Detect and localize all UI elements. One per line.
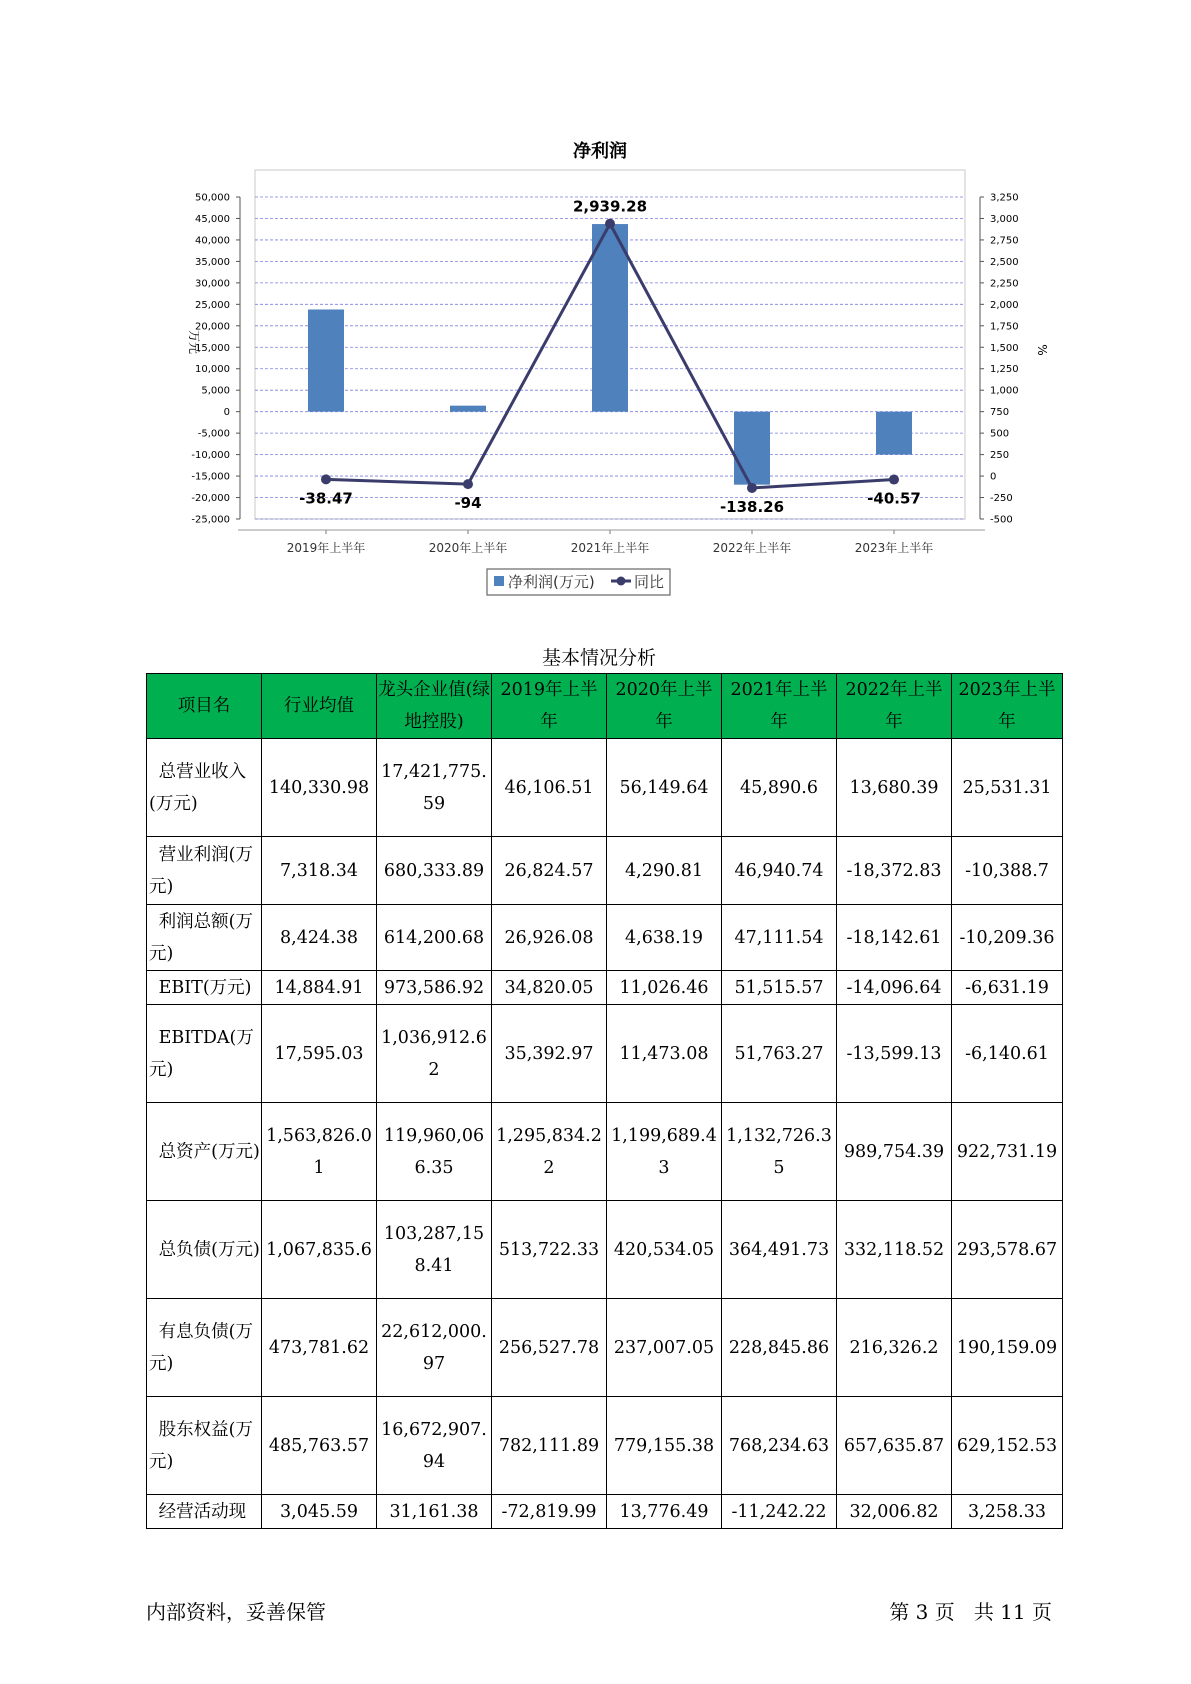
y-tick-label: 35,000 — [195, 256, 230, 268]
bar — [734, 412, 770, 485]
chart-canvas — [150, 130, 1050, 600]
table-cell: 332,118.52 — [837, 1201, 952, 1299]
table-cell: 26,926.08 — [492, 905, 607, 971]
table-header-cell: 2022年上半年 — [837, 674, 952, 739]
table-cell: 31,161.38 — [377, 1495, 492, 1529]
table-row — [147, 1103, 1063, 1201]
x-tick-label: 2022年上半年 — [712, 541, 792, 555]
table-cell: 11,026.46 — [607, 971, 722, 1005]
y2-tick-label: 1,000 — [990, 385, 1019, 397]
x-tick-label: 2019年上半年 — [286, 541, 366, 555]
table-cell: 1,563,826.01 — [262, 1103, 377, 1201]
y-axis-label: 万元 — [187, 329, 201, 355]
table-cell: 657,635.87 — [837, 1397, 952, 1495]
basic-analysis-table — [146, 673, 1063, 1529]
y-tick-label: 20,000 — [195, 321, 230, 333]
table-cell: 364,491.73 — [722, 1201, 837, 1299]
table-cell: 4,290.81 — [607, 837, 722, 905]
x-tick-label: 2021年上半年 — [570, 541, 650, 555]
table-cell: 768,234.63 — [722, 1397, 837, 1495]
table-cell: 216,326.2 — [837, 1299, 952, 1397]
y-tick-label: 15,000 — [195, 342, 230, 354]
table-cell: 779,155.38 — [607, 1397, 722, 1495]
data-label: -94 — [454, 494, 482, 513]
y2-tick-label: 3,000 — [990, 213, 1019, 225]
row-label-cell: EBIT(万元) — [147, 971, 262, 1005]
y2-tick-label: 500 — [990, 428, 1010, 440]
line-point — [605, 219, 615, 229]
table-cell: 47,111.54 — [722, 905, 837, 971]
y2-tick-label: -250 — [990, 493, 1013, 505]
table-cell: -11,242.22 — [722, 1495, 837, 1529]
table-cell: 1,295,834.22 — [492, 1103, 607, 1201]
y2-tick-label: 1,500 — [990, 342, 1019, 354]
data-label: 2,939.28 — [572, 197, 648, 216]
y-tick-label: -5,000 — [197, 428, 230, 440]
table-cell: -18,372.83 — [837, 837, 952, 905]
y2-tick-label: 2,000 — [990, 299, 1019, 311]
y-tick-label: 0 — [223, 407, 230, 419]
table-cell: 45,890.6 — [722, 739, 837, 837]
legend-bar-swatch — [494, 576, 504, 586]
table-cell: 1,132,726.35 — [722, 1103, 837, 1201]
line-point — [321, 474, 331, 484]
y2-tick-label: 2,500 — [990, 256, 1019, 268]
y2-tick-label: 2,250 — [990, 278, 1019, 290]
table-row — [147, 739, 1063, 837]
table-cell: 11,473.08 — [607, 1005, 722, 1103]
line-point — [747, 483, 757, 493]
y-tick-label: -15,000 — [191, 471, 230, 483]
table-cell: 46,940.74 — [722, 837, 837, 905]
table-cell: 56,149.64 — [607, 739, 722, 837]
table-cell: 190,159.09 — [952, 1299, 1063, 1397]
footer-page-number: 第 3 页 共 11 页 — [889, 1600, 1052, 1624]
y-tick-label: 5,000 — [201, 385, 230, 397]
table-cell: 4,638.19 — [607, 905, 722, 971]
table-cell: 989,754.39 — [837, 1103, 952, 1201]
table-cell: 485,763.57 — [262, 1397, 377, 1495]
bar — [450, 406, 486, 412]
table-cell: 513,722.33 — [492, 1201, 607, 1299]
y2-tick-label: 2,750 — [990, 235, 1019, 247]
table-cell: 17,595.03 — [262, 1005, 377, 1103]
table-cell: 1,036,912.62 — [377, 1005, 492, 1103]
table-cell: 8,424.38 — [262, 905, 377, 971]
net-profit-chart — [150, 130, 1050, 600]
y-tick-label: -10,000 — [191, 450, 230, 462]
legend-bar-label: 净利润(万元) — [508, 573, 595, 591]
table-cell: 103,287,158.41 — [377, 1201, 492, 1299]
table-cell: -10,209.36 — [952, 905, 1063, 971]
table-cell: 46,106.51 — [492, 739, 607, 837]
y-tick-label: 10,000 — [195, 364, 230, 376]
table-cell: 256,527.78 — [492, 1299, 607, 1397]
table-cell: -6,631.19 — [952, 971, 1063, 1005]
chart-title: 净利润 — [573, 141, 627, 162]
table-header-cell: 项目名 — [147, 674, 262, 739]
row-label-cell: 股东权益(万元) — [147, 1397, 262, 1495]
y2-axis-label: % — [1035, 344, 1049, 356]
table-header-cell: 2020年上半年 — [607, 674, 722, 739]
table-cell: 51,515.57 — [722, 971, 837, 1005]
table-row — [147, 1201, 1063, 1299]
table-cell: 237,007.05 — [607, 1299, 722, 1397]
y2-tick-label: 3,250 — [990, 192, 1019, 204]
row-label-cell: 总资产(万元) — [147, 1103, 262, 1201]
table-cell: 13,680.39 — [837, 739, 952, 837]
table-cell: 680,333.89 — [377, 837, 492, 905]
y-tick-label: 25,000 — [195, 299, 230, 311]
row-label-cell: 营业利润(万元) — [147, 837, 262, 905]
table-cell: 17,421,775.59 — [377, 739, 492, 837]
y2-tick-label: -500 — [990, 514, 1013, 526]
legend-line-label: 同比 — [634, 573, 665, 591]
y-tick-label: 30,000 — [195, 278, 230, 290]
table-cell: -6,140.61 — [952, 1005, 1063, 1103]
y-tick-label: 50,000 — [195, 192, 230, 204]
table-cell: 14,884.91 — [262, 971, 377, 1005]
table-header-row — [147, 674, 1063, 739]
line-point — [463, 479, 473, 489]
table-row — [147, 1005, 1063, 1103]
y2-tick-label: 0 — [990, 471, 997, 483]
table-header-cell: 龙头企业值(绿地控股) — [377, 674, 492, 739]
table-cell: 1,067,835.6 — [262, 1201, 377, 1299]
y-tick-label: -20,000 — [191, 493, 230, 505]
table-header-cell: 2019年上半年 — [492, 674, 607, 739]
legend-line-marker — [617, 577, 626, 586]
data-label: -40.57 — [867, 489, 921, 508]
y-tick-label: 40,000 — [195, 235, 230, 247]
table-cell: 119,960,066.35 — [377, 1103, 492, 1201]
table-header-cell: 2023年上半年 — [952, 674, 1063, 739]
table-row — [147, 971, 1063, 1005]
table-cell: 629,152.53 — [952, 1397, 1063, 1495]
table-cell: 25,531.31 — [952, 739, 1063, 837]
y-tick-label: 45,000 — [195, 213, 230, 225]
table-header-cell: 行业均值 — [262, 674, 377, 739]
table-cell: 51,763.27 — [722, 1005, 837, 1103]
table-header-cell: 2021年上半年 — [722, 674, 837, 739]
table-cell: 13,776.49 — [607, 1495, 722, 1529]
line-point — [889, 475, 899, 485]
table-title: 基本情况分析 — [541, 647, 656, 669]
table-row — [147, 837, 1063, 905]
table-cell: -13,599.13 — [837, 1005, 952, 1103]
row-label-cell: 总负债(万元) — [147, 1201, 262, 1299]
data-label: -38.47 — [299, 489, 353, 508]
x-tick-label: 2023年上半年 — [854, 541, 934, 555]
y2-tick-label: 750 — [990, 407, 1010, 419]
y2-tick-label: 250 — [990, 450, 1010, 462]
table-cell: 35,392.97 — [492, 1005, 607, 1103]
row-label-cell: 利润总额(万元) — [147, 905, 262, 971]
table-cell: 3,258.33 — [952, 1495, 1063, 1529]
bar — [876, 412, 912, 455]
table-cell: 782,111.89 — [492, 1397, 607, 1495]
table-cell: 140,330.98 — [262, 739, 377, 837]
row-label-cell: 有息负债(万元) — [147, 1299, 262, 1397]
data-label: -138.26 — [719, 497, 785, 516]
table-row — [147, 905, 1063, 971]
table-cell: -72,819.99 — [492, 1495, 607, 1529]
x-tick-label: 2020年上半年 — [428, 541, 508, 555]
table-cell: -10,388.7 — [952, 837, 1063, 905]
table-cell: 228,845.86 — [722, 1299, 837, 1397]
table-cell: 34,820.05 — [492, 971, 607, 1005]
table-cell: 420,534.05 — [607, 1201, 722, 1299]
bar — [592, 224, 628, 412]
y2-tick-label: 1,750 — [990, 321, 1019, 333]
table-row — [147, 1495, 1063, 1529]
table-row — [147, 1299, 1063, 1397]
footer-confidential-note: 内部资料，妥善保管 — [146, 1600, 326, 1624]
table-cell: 7,318.34 — [262, 837, 377, 905]
y-tick-label: -25,000 — [191, 514, 230, 526]
table-cell: 293,578.67 — [952, 1201, 1063, 1299]
row-label-cell: 经营活动现 — [147, 1495, 262, 1529]
table-row — [147, 1397, 1063, 1495]
table-cell: 16,672,907.94 — [377, 1397, 492, 1495]
table-cell: 32,006.82 — [837, 1495, 952, 1529]
table-cell: 1,199,689.43 — [607, 1103, 722, 1201]
bar — [308, 309, 344, 411]
row-label-cell: 总营业收入(万元) — [147, 739, 262, 837]
table-cell: 614,200.68 — [377, 905, 492, 971]
y2-tick-label: 1,250 — [990, 364, 1019, 376]
table-cell: -14,096.64 — [837, 971, 952, 1005]
table-cell: 26,824.57 — [492, 837, 607, 905]
row-label-cell: EBITDA(万元) — [147, 1005, 262, 1103]
table-cell: 922,731.19 — [952, 1103, 1063, 1201]
table-cell: -18,142.61 — [837, 905, 952, 971]
table-cell: 3,045.59 — [262, 1495, 377, 1529]
table-cell: 473,781.62 — [262, 1299, 377, 1397]
table-cell: 973,586.92 — [377, 971, 492, 1005]
table-cell: 22,612,000.97 — [377, 1299, 492, 1397]
